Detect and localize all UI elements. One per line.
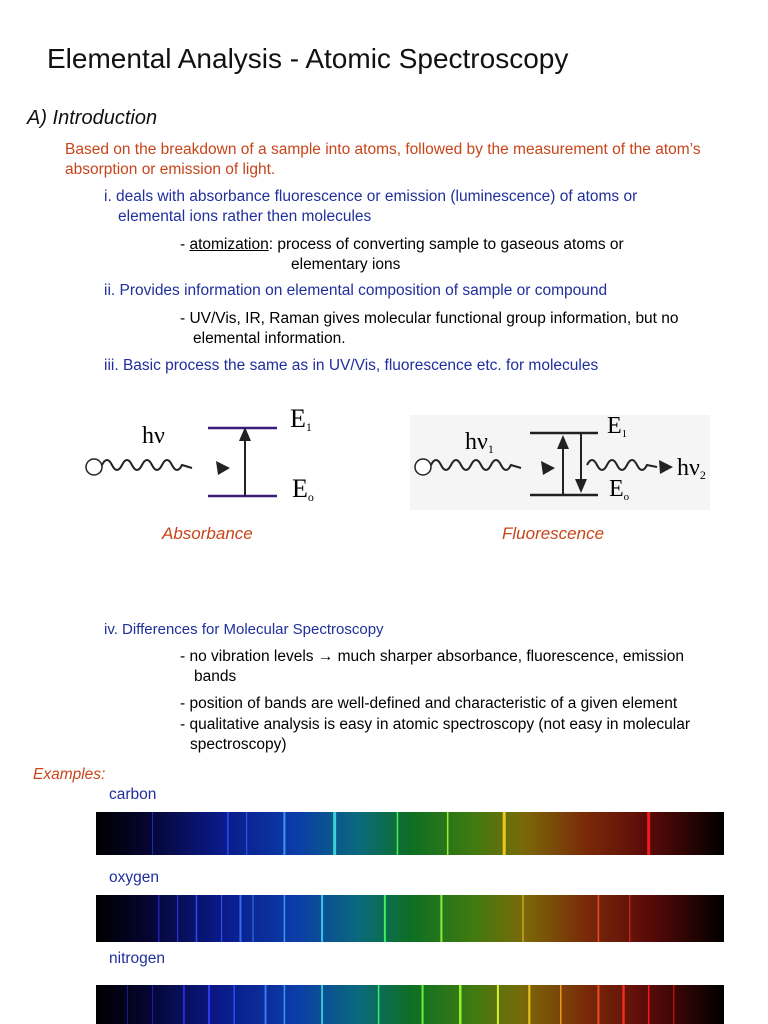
dash: - [180, 236, 190, 253]
spectrum-label-oxygen: oxygen [109, 869, 159, 886]
intro-text: Based on the breakdown of a sample into atoms, followed by the measurement of the atom’s absorption or emission of light. [65, 141, 701, 178]
lower-level-label: Eo [292, 474, 314, 504]
point-4: iv. Differences for Molecular Spectroscopy [104, 621, 384, 638]
atomization-term: atomization [189, 236, 269, 253]
carbon-spectrum [96, 812, 724, 855]
nitrogen-spectrum [96, 985, 724, 1024]
fluorescence-diagram [405, 405, 715, 515]
point-3: iii. Basic process the same as in UV/Vis, fluorescence etc. for molecules [104, 357, 599, 374]
examples-label: Examples: [33, 766, 106, 783]
point-4-bullet-3-line-1: - qualitative analysis is easy in atomic spectroscopy (not easy in molecular [180, 716, 691, 733]
photon-arrowhead [216, 461, 230, 475]
point-2-sub-line-2: elemental information. [193, 330, 346, 347]
atom-circle [86, 459, 102, 475]
upper-level-label: E1 [290, 404, 312, 434]
oxygen-spectrum [96, 895, 724, 942]
incoming-photon-wave [102, 460, 192, 470]
section-heading: A) Introduction [27, 107, 158, 129]
spectrum-label-carbon: carbon [109, 786, 157, 803]
page-title: Elemental Analysis - Atomic Spectroscopy [47, 43, 569, 74]
fluorescence-caption: Fluorescence [502, 524, 605, 543]
upper-level-label: E1 [607, 413, 628, 440]
point-1-line-1: i. deals with absorbance fluorescence or emission (luminescence) of atoms or [104, 188, 638, 205]
point-2-sub-line-1: - UV/Vis, IR, Raman gives molecular functional group information, but no [180, 310, 679, 327]
point-1-line-2: elemental ions rather then molecules [118, 208, 372, 225]
point-2: ii. Provides information on elemental composition of sample or compound [104, 282, 608, 299]
point-4-bullet-1-line-2: bands [194, 668, 237, 685]
atomization-rest: : process of converting sample to gaseous atoms or [268, 236, 624, 253]
point-4-bullet-2: - position of bands are well-defined and characteristic of a given element [180, 695, 678, 712]
atomization-line-2: elementary ions [291, 256, 401, 273]
absorbance-caption: Absorbance [162, 524, 253, 543]
absorbance-diagram [80, 395, 340, 515]
atom-circle [415, 459, 431, 475]
incoming-photon-label: hν1 [465, 429, 494, 456]
spectrum-label-nitrogen: nitrogen [109, 950, 166, 967]
emitted-photon-label: hν2 [677, 455, 706, 482]
spectrum-background [96, 812, 724, 855]
photon-label: hν [142, 423, 165, 449]
spectrum-background [96, 985, 724, 1024]
atomization-definition [180, 235, 624, 255]
point-4-bullet-3-line-2: spectroscopy) [190, 736, 287, 753]
point-4-bullet-1-line-1: - no vibration levels → much sharper absorbance, fluorescence, emission [180, 648, 684, 665]
lower-level-label: Eo [609, 476, 630, 503]
